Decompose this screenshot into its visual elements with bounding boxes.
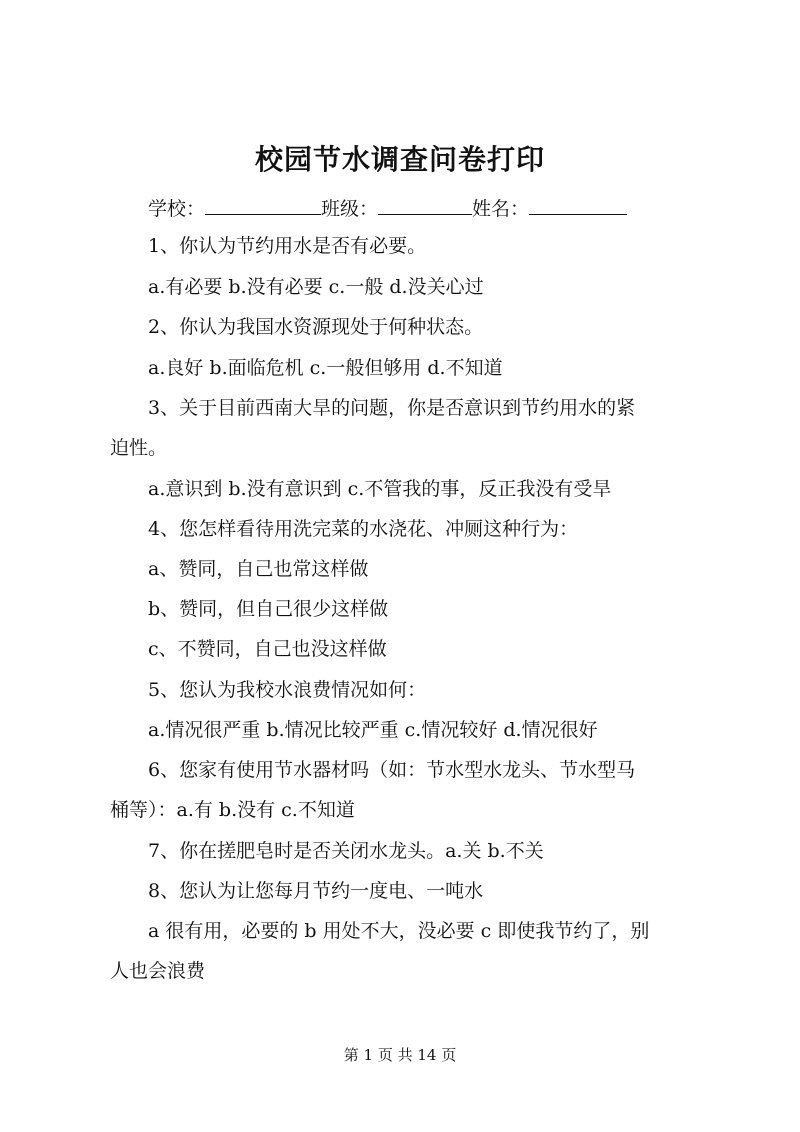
question-3-continued: 迫性。 xyxy=(110,437,168,459)
question-4-option-c: c、不赞同，自己也没这样做 xyxy=(148,638,387,660)
question-6-continued: 桶等）：a.有 b.没有 c.不知道 xyxy=(110,799,355,821)
name-blank[interactable] xyxy=(529,196,627,215)
school-label: 学校： xyxy=(148,198,206,220)
question-1-options: a.有必要 b.没有必要 c.一般 d.没关心过 xyxy=(148,276,484,298)
question-1: 1、你认为节约用水是否有必要。 xyxy=(148,235,427,257)
question-6: 6、您家有使用节水器材吗（如：节水型水龙头、节水型马 xyxy=(148,759,636,781)
class-label: 班级： xyxy=(321,198,379,220)
question-4: 4、您怎样看待用洗完菜的水浇花、冲厕这种行为： xyxy=(148,518,579,540)
question-7: 7、你在搓肥皂时是否关闭水龙头。a.关 b.不关 xyxy=(148,840,544,862)
page-title: 校园节水调查问卷打印 xyxy=(254,143,545,176)
question-8-options: a 很有用，必要的 b 用处不大，没必要 c 即使我节约了，别 xyxy=(148,920,650,942)
school-blank[interactable] xyxy=(205,196,321,215)
question-2-options: a.良好 b.面临危机 c.一般但够用 d.不知道 xyxy=(148,357,503,379)
name-label: 姓名： xyxy=(472,198,530,220)
question-2: 2、你认为我国水资源现处于何种状态。 xyxy=(148,316,484,338)
question-5-options: a.情况很严重 b.情况比较严重 c.情况较好 d.情况很好 xyxy=(148,719,598,741)
question-4-option-b: b、赞同，但自己很少这样做 xyxy=(148,598,389,620)
page-footer: 第 1 页 共 14 页 xyxy=(343,1046,457,1064)
question-4-option-a: a、赞同，自己也常这样做 xyxy=(148,558,369,580)
question-8-continued: 人也会浪费 xyxy=(110,960,206,982)
class-blank[interactable] xyxy=(378,196,472,215)
info-fields-row xyxy=(148,196,627,222)
question-3-options: a.意识到 b.没有意识到 c.不管我的事，反正我没有受旱 xyxy=(148,478,612,500)
question-5: 5、您认为我校水浪费情况如何： xyxy=(148,679,427,701)
question-8: 8、您认为让您每月节约一度电、一吨水 xyxy=(148,880,484,902)
question-3: 3、关于目前西南大旱的问题，你是否意识到节约用水的紧 xyxy=(148,397,636,419)
